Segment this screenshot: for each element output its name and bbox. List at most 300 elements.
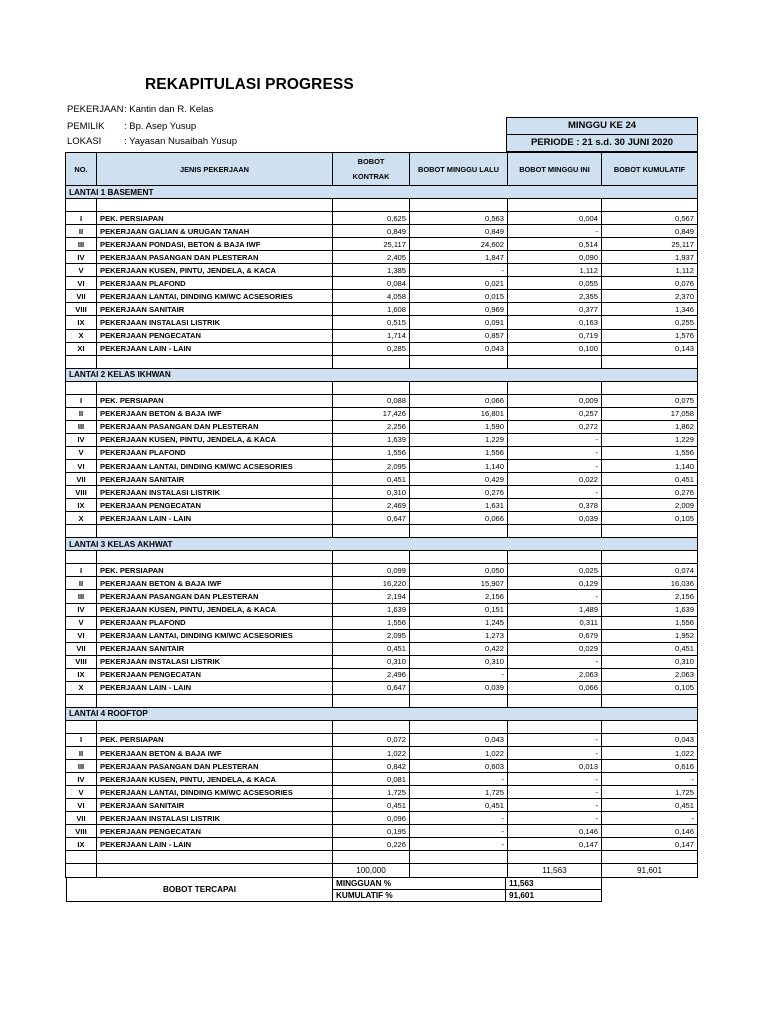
empty-cell: [333, 525, 410, 538]
row-cumulative: 0,105: [602, 512, 698, 525]
row-contract: 2,095: [333, 629, 410, 642]
row-number: VIII: [66, 486, 97, 499]
row-last-week: 0,043: [410, 733, 508, 746]
row-contract: 2,194: [333, 590, 410, 603]
empty-cell: [66, 551, 97, 564]
row-this-week: 0,013: [508, 760, 602, 773]
row-cumulative: 1,725: [602, 786, 698, 799]
row-number: VI: [66, 277, 97, 290]
row-number: V: [66, 786, 97, 799]
table-row: [66, 564, 698, 577]
row-cumulative: 0,076: [602, 277, 698, 290]
row-cumulative: 0,310: [602, 655, 698, 668]
row-this-week: 0,311: [508, 616, 602, 629]
table-row: [66, 277, 698, 290]
row-cumulative: 0,043: [602, 733, 698, 746]
row-contract: 0,625: [333, 212, 410, 225]
row-this-week: 0,009: [508, 394, 602, 407]
empty-cell: [66, 694, 97, 707]
row-job: PEKERJAAN LAIN - LAIN: [97, 838, 333, 851]
table-row: [66, 812, 698, 825]
table-row: [66, 760, 698, 773]
row-job: PEKERJAAN BETON & BAJA IWF: [97, 407, 333, 420]
header-last-week: BOBOT MINGGU LALU: [410, 153, 508, 186]
row-job: PEKERJAAN PENGECATAN: [97, 329, 333, 342]
section-title: LANTAI 4 ROOFTOP: [66, 707, 698, 720]
row-number: I: [66, 212, 97, 225]
row-last-week: -: [410, 812, 508, 825]
row-last-week: -: [410, 773, 508, 786]
row-number: IX: [66, 838, 97, 851]
table-row: [66, 499, 698, 512]
row-cumulative: 0,451: [602, 799, 698, 812]
empty-cell: [333, 551, 410, 564]
row-job: PEKERJAAN KUSEN, PINTU, JENDELA, & KACA: [97, 773, 333, 786]
total-row: [66, 864, 698, 878]
row-number: I: [66, 564, 97, 577]
empty-cell: [410, 355, 508, 368]
row-cumulative: 0,616: [602, 760, 698, 773]
empty-cell: [508, 199, 602, 212]
table-row: [66, 225, 698, 238]
row-this-week: 0,146: [508, 825, 602, 838]
row-contract: 0,451: [333, 473, 410, 486]
row-last-week: 1,725: [410, 786, 508, 799]
row-number: IV: [66, 433, 97, 446]
table-row: [66, 616, 698, 629]
empty-cell: [508, 694, 602, 707]
row-contract: 1,556: [333, 446, 410, 459]
row-this-week: -: [508, 773, 602, 786]
row-number: VI: [66, 799, 97, 812]
row-contract: 17,426: [333, 407, 410, 420]
total-this-week: 11,563: [508, 864, 602, 878]
section-row: [66, 368, 698, 381]
table-row: [66, 264, 698, 277]
row-number: V: [66, 446, 97, 459]
empty-cell: [410, 525, 508, 538]
row-job: PEKERJAAN PENGECATAN: [97, 825, 333, 838]
row-last-week: 0,451: [410, 799, 508, 812]
row-number: III: [66, 238, 97, 251]
row-this-week: 1,112: [508, 264, 602, 277]
row-job: PEKERJAAN INSTALASI LISTRIK: [97, 486, 333, 499]
info-label-lokasi: LOKASI: [67, 136, 102, 147]
row-last-week: -: [410, 668, 508, 681]
row-job: PEK. PERSIAPAN: [97, 733, 333, 746]
table-header-row: [66, 153, 698, 186]
row-this-week: 0,039: [508, 512, 602, 525]
table-row: [66, 446, 698, 459]
row-contract: 25,117: [333, 238, 410, 251]
row-job: PEKERJAAN KUSEN, PINTU, JENDELA, & KACA: [97, 433, 333, 446]
row-contract: 0,285: [333, 342, 410, 355]
row-job: PEKERJAAN SANITAIR: [97, 642, 333, 655]
empty-cell: [410, 851, 508, 864]
row-cumulative: 0,276: [602, 486, 698, 499]
empty-cell: [66, 525, 97, 538]
empty-cell: [333, 355, 410, 368]
row-last-week: 0,066: [410, 394, 508, 407]
row-cumulative: 0,451: [602, 642, 698, 655]
row-job: PEKERJAAN INSTALASI LISTRIK: [97, 655, 333, 668]
table-row: [66, 486, 698, 499]
row-contract: 1,714: [333, 329, 410, 342]
row-contract: 1,556: [333, 616, 410, 629]
row-number: VIII: [66, 825, 97, 838]
row-contract: 0,310: [333, 655, 410, 668]
row-contract: 0,451: [333, 642, 410, 655]
row-job: PEKERJAAN INSTALASI LISTRIK: [97, 812, 333, 825]
row-contract: 0,226: [333, 838, 410, 851]
summary-weekly-label: MINGGUAN %: [333, 878, 506, 890]
row-cumulative: 1,556: [602, 446, 698, 459]
empty-cell: [97, 355, 333, 368]
row-job: PEK. PERSIAPAN: [97, 212, 333, 225]
empty-cell: [602, 199, 698, 212]
row-contract: 0,842: [333, 760, 410, 773]
section-row: [66, 707, 698, 720]
row-contract: 0,849: [333, 225, 410, 238]
row-this-week: -: [508, 747, 602, 760]
row-this-week: 0,029: [508, 642, 602, 655]
row-this-week: -: [508, 486, 602, 499]
row-number: V: [66, 264, 97, 277]
row-this-week: 1,489: [508, 603, 602, 616]
table-row: [66, 733, 698, 746]
row-contract: 1,385: [333, 264, 410, 277]
empty-cell: [97, 525, 333, 538]
row-this-week: 0,025: [508, 564, 602, 577]
row-cumulative: 1,576: [602, 329, 698, 342]
row-number: X: [66, 512, 97, 525]
row-number: VIII: [66, 303, 97, 316]
row-last-week: 0,429: [410, 473, 508, 486]
row-number: VII: [66, 642, 97, 655]
row-this-week: 0,163: [508, 316, 602, 329]
row-this-week: -: [508, 799, 602, 812]
row-this-week: -: [508, 446, 602, 459]
row-number: X: [66, 681, 97, 694]
empty-cell: [66, 851, 97, 864]
row-job: PEKERJAAN GALIAN & URUGAN TANAH: [97, 225, 333, 238]
table-row: [66, 420, 698, 433]
section-title: LANTAI 1 BASEMENT: [66, 186, 698, 199]
empty-cell: [333, 720, 410, 733]
row-last-week: 0,050: [410, 564, 508, 577]
table-row: [66, 773, 698, 786]
table-row: [66, 303, 698, 316]
row-this-week: -: [508, 786, 602, 799]
header-contract: [333, 153, 410, 186]
row-last-week: 0,857: [410, 329, 508, 342]
row-last-week: 0,091: [410, 316, 508, 329]
row-last-week: 1,245: [410, 616, 508, 629]
row-contract: 0,099: [333, 564, 410, 577]
table-row: [66, 603, 698, 616]
empty-cell: [410, 720, 508, 733]
empty-cell: [508, 551, 602, 564]
row-job: PEKERJAAN PLAFOND: [97, 277, 333, 290]
row-job: PEKERJAAN BETON & BAJA IWF: [97, 747, 333, 760]
empty-cell: [97, 381, 333, 394]
row-this-week: 0,719: [508, 329, 602, 342]
header-contract-line2: KONTRAK: [352, 172, 390, 181]
table-row: [66, 473, 698, 486]
info-value-pemilik: : Bp. Asep Yusup: [124, 121, 197, 132]
row-number: VII: [66, 473, 97, 486]
table-row: [66, 407, 698, 420]
row-cumulative: 1,140: [602, 459, 698, 472]
empty-cell: [410, 199, 508, 212]
row-contract: 0,515: [333, 316, 410, 329]
row-last-week: 15,907: [410, 577, 508, 590]
row-this-week: -: [508, 225, 602, 238]
row-number: II: [66, 747, 97, 760]
row-cumulative: 0,074: [602, 564, 698, 577]
row-job: PEKERJAAN PASANGAN DAN PLESTERAN: [97, 251, 333, 264]
row-number: IV: [66, 773, 97, 786]
row-contract: 2,256: [333, 420, 410, 433]
spacer-row: [66, 694, 698, 707]
progress-table: [65, 152, 698, 878]
row-last-week: 1,556: [410, 446, 508, 459]
table-row: [66, 316, 698, 329]
row-job: PEKERJAAN PLAFOND: [97, 616, 333, 629]
row-number: II: [66, 407, 97, 420]
row-this-week: 2,063: [508, 668, 602, 681]
row-last-week: 0,021: [410, 277, 508, 290]
empty-cell: [602, 720, 698, 733]
row-this-week: 0,022: [508, 473, 602, 486]
table-row: [66, 394, 698, 407]
section-title: LANTAI 2 KELAS IKHWAN: [66, 368, 698, 381]
table-row: [66, 747, 698, 760]
row-contract: 2,496: [333, 668, 410, 681]
row-number: IX: [66, 668, 97, 681]
spacer-row: [66, 525, 698, 538]
info-value-lokasi: : Yayasan Nusaibah Yusup: [124, 136, 238, 147]
row-this-week: 0,378: [508, 499, 602, 512]
row-job: PEKERJAAN LANTAI, DINDING KM/WC ACSESORIES: [97, 629, 333, 642]
row-job: PEKERJAAN PASANGAN DAN PLESTERAN: [97, 760, 333, 773]
row-job: PEKERJAAN BETON & BAJA IWF: [97, 577, 333, 590]
empty-cell: [97, 851, 333, 864]
total-cumulative: 91,601: [602, 864, 698, 878]
row-number: I: [66, 733, 97, 746]
row-last-week: 0,969: [410, 303, 508, 316]
row-last-week: 0,066: [410, 512, 508, 525]
empty-cell: [602, 355, 698, 368]
table-row: [66, 642, 698, 655]
summary-cumulative-label: KUMULATIF %: [333, 890, 506, 902]
row-number: XI: [66, 342, 97, 355]
summary-table: [66, 877, 602, 902]
row-job: PEKERJAAN PENGECATAN: [97, 668, 333, 681]
row-number: VIII: [66, 655, 97, 668]
table-row: [66, 655, 698, 668]
row-last-week: 0,039: [410, 681, 508, 694]
empty-cell: [410, 381, 508, 394]
table-row: [66, 342, 698, 355]
row-last-week: 0,563: [410, 212, 508, 225]
row-number: X: [66, 329, 97, 342]
row-this-week: 0,377: [508, 303, 602, 316]
row-job: PEKERJAAN SANITAIR: [97, 303, 333, 316]
row-this-week: 0,055: [508, 277, 602, 290]
spacer-row: [66, 720, 698, 733]
empty-cell: [66, 355, 97, 368]
empty-cell: [602, 551, 698, 564]
row-last-week: 24,602: [410, 238, 508, 251]
empty-cell: [333, 199, 410, 212]
empty-cell: [508, 355, 602, 368]
row-job: PEKERJAAN LANTAI, DINDING KM/WC ACSESORIES: [97, 459, 333, 472]
row-contract: 4,058: [333, 290, 410, 303]
table-row: [66, 838, 698, 851]
row-cumulative: 1,556: [602, 616, 698, 629]
row-last-week: 0,276: [410, 486, 508, 499]
row-number: V: [66, 616, 97, 629]
header-contract-line1: BOBOT: [357, 157, 385, 166]
row-cumulative: 2,370: [602, 290, 698, 303]
section-row: [66, 538, 698, 551]
row-contract: 16,220: [333, 577, 410, 590]
row-cumulative: 1,862: [602, 420, 698, 433]
row-job: PEKERJAAN LAIN - LAIN: [97, 342, 333, 355]
row-contract: 0,310: [333, 486, 410, 499]
row-number: IX: [66, 316, 97, 329]
empty-cell: [97, 720, 333, 733]
row-last-week: 0,151: [410, 603, 508, 616]
table-row: [66, 590, 698, 603]
row-this-week: 0,100: [508, 342, 602, 355]
empty-cell: [602, 381, 698, 394]
row-cumulative: 1,112: [602, 264, 698, 277]
row-contract: 0,088: [333, 394, 410, 407]
total-contract: 100,000: [333, 864, 410, 878]
section-row: [66, 186, 698, 199]
empty-cell: [602, 851, 698, 864]
row-cumulative: 1,952: [602, 629, 698, 642]
row-this-week: -: [508, 733, 602, 746]
header-job: JENIS PEKERJAAN: [97, 153, 333, 186]
table-row: [66, 825, 698, 838]
row-cumulative: 25,117: [602, 238, 698, 251]
table-row: [66, 681, 698, 694]
table-row: [66, 799, 698, 812]
row-cumulative: 2,156: [602, 590, 698, 603]
empty-cell: [410, 551, 508, 564]
row-this-week: 0,514: [508, 238, 602, 251]
empty-cell: [410, 864, 508, 878]
row-job: PEK. PERSIAPAN: [97, 394, 333, 407]
info-label-pekerjaan: PEKERJAAN: [67, 104, 124, 115]
row-job: PEKERJAAN SANITAIR: [97, 799, 333, 812]
row-last-week: 0,043: [410, 342, 508, 355]
table-row: [66, 668, 698, 681]
row-job: PEKERJAAN PENGECATAN: [97, 499, 333, 512]
empty-cell: [333, 851, 410, 864]
row-this-week: 0,147: [508, 838, 602, 851]
table-row: [66, 512, 698, 525]
row-this-week: 0,129: [508, 577, 602, 590]
row-last-week: -: [410, 838, 508, 851]
table-row: [66, 629, 698, 642]
row-last-week: 16,801: [410, 407, 508, 420]
section-title: LANTAI 3 KELAS AKHWAT: [66, 538, 698, 551]
row-last-week: 0,015: [410, 290, 508, 303]
table-row: [66, 459, 698, 472]
row-contract: 0,647: [333, 681, 410, 694]
empty-cell: [602, 694, 698, 707]
row-contract: 2,469: [333, 499, 410, 512]
row-this-week: -: [508, 590, 602, 603]
row-contract: 1,022: [333, 747, 410, 760]
row-last-week: 1,273: [410, 629, 508, 642]
row-cumulative: 0,105: [602, 681, 698, 694]
row-contract: 0,195: [333, 825, 410, 838]
row-cumulative: 2,009: [602, 499, 698, 512]
row-job: PEKERJAAN PLAFOND: [97, 446, 333, 459]
row-last-week: -: [410, 825, 508, 838]
table-row: [66, 577, 698, 590]
row-last-week: -: [410, 264, 508, 277]
header-this-week: BOBOT MINGGU INI: [508, 153, 602, 186]
row-number: IX: [66, 499, 97, 512]
empty-cell: [333, 381, 410, 394]
row-cumulative: 0,143: [602, 342, 698, 355]
empty-cell: [508, 851, 602, 864]
summary-label: BOBOT TERCAPAI: [67, 878, 333, 902]
empty-cell: [66, 199, 97, 212]
row-last-week: 1,022: [410, 747, 508, 760]
week-label: MINGGU KE 24: [506, 117, 698, 135]
row-contract: 1,725: [333, 786, 410, 799]
empty-cell: [508, 381, 602, 394]
row-job: PEKERJAAN SANITAIR: [97, 473, 333, 486]
row-number: VI: [66, 629, 97, 642]
row-cumulative: 1,229: [602, 433, 698, 446]
row-cumulative: 1,022: [602, 747, 698, 760]
row-cumulative: 0,567: [602, 212, 698, 225]
row-cumulative: 1,639: [602, 603, 698, 616]
summary-weekly-value: 11,563: [506, 878, 602, 890]
row-job: PEKERJAAN PASANGAN DAN PLESTERAN: [97, 420, 333, 433]
row-last-week: 0,603: [410, 760, 508, 773]
row-cumulative: -: [602, 812, 698, 825]
row-cumulative: 0,451: [602, 473, 698, 486]
row-this-week: -: [508, 433, 602, 446]
row-number: III: [66, 420, 97, 433]
row-number: II: [66, 577, 97, 590]
empty-cell: [508, 525, 602, 538]
row-contract: 1,639: [333, 433, 410, 446]
row-contract: 0,084: [333, 277, 410, 290]
row-contract: 0,647: [333, 512, 410, 525]
row-job: PEK. PERSIAPAN: [97, 564, 333, 577]
row-last-week: 2,156: [410, 590, 508, 603]
row-cumulative: 0,075: [602, 394, 698, 407]
summary-cumulative-value: 91,601: [506, 890, 602, 902]
row-contract: 2,405: [333, 251, 410, 264]
row-this-week: 2,355: [508, 290, 602, 303]
empty-cell: [66, 720, 97, 733]
row-this-week: 0,272: [508, 420, 602, 433]
page-title: REKAPITULASI PROGRESS: [145, 76, 354, 93]
table-row: [66, 329, 698, 342]
row-job: PEKERJAAN PONDASI, BETON & BAJA IWF: [97, 238, 333, 251]
